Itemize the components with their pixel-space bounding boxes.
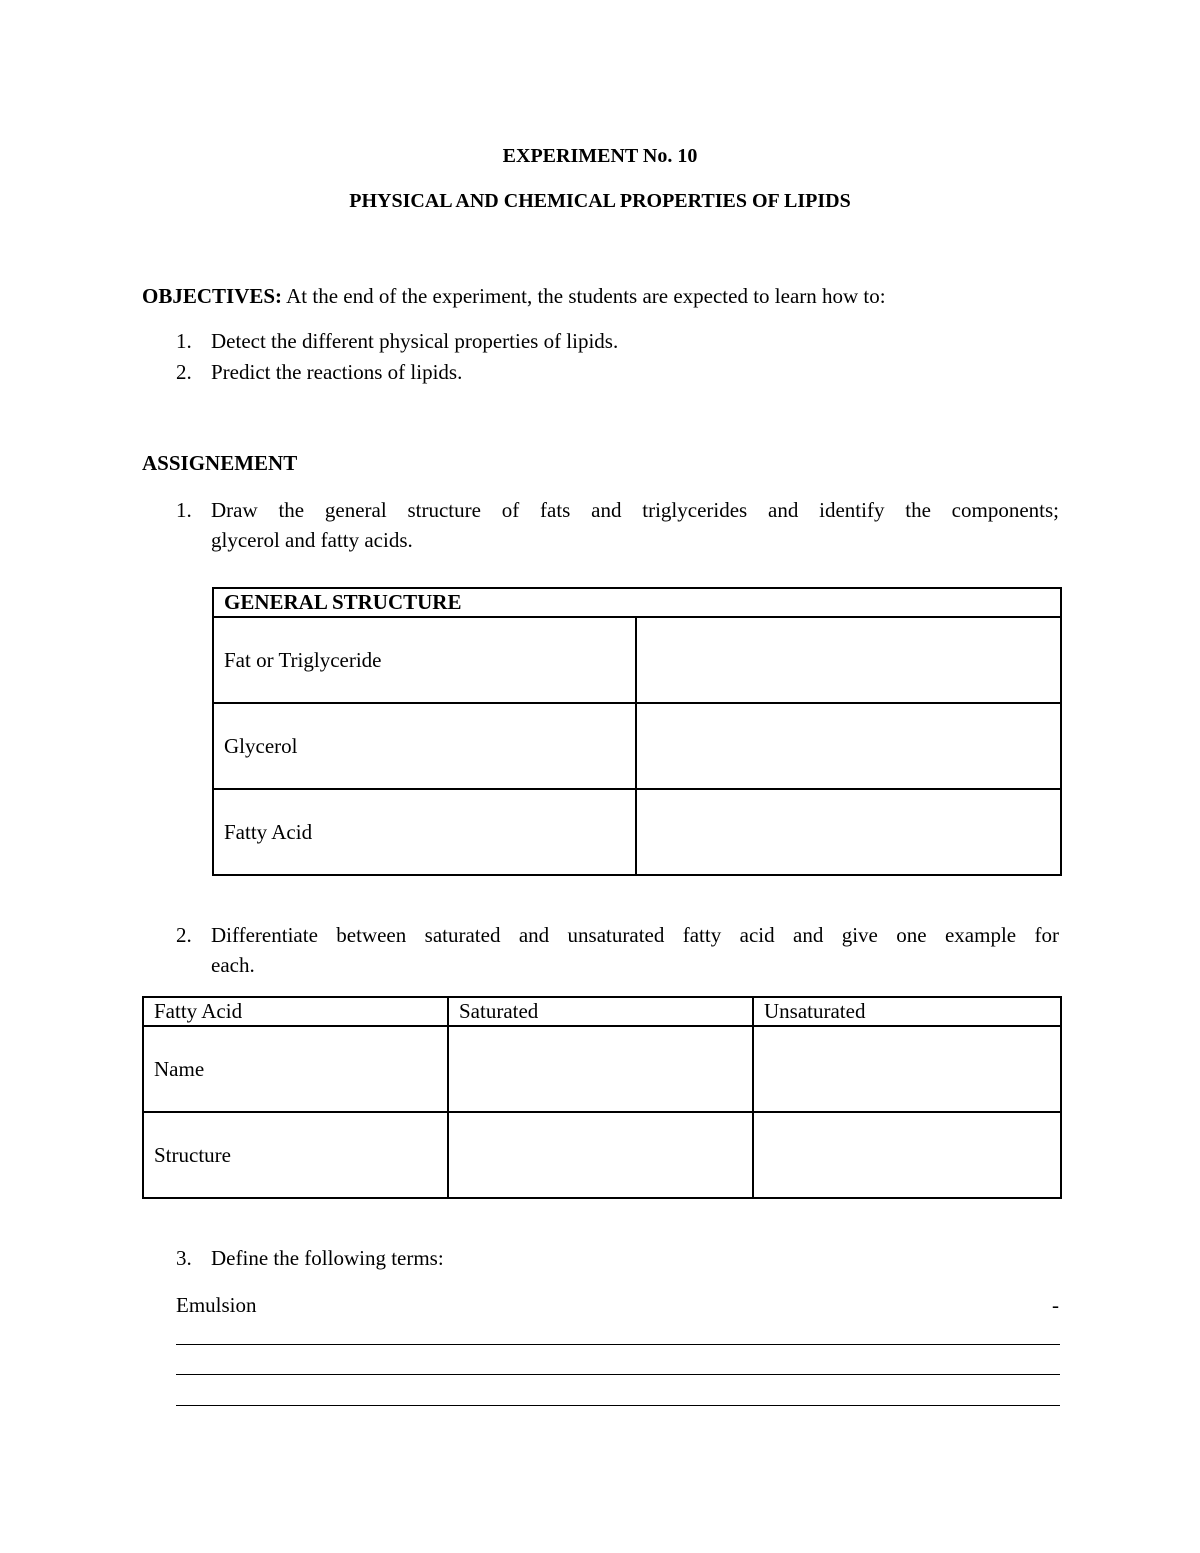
table-row-label: Name <box>143 1026 448 1112</box>
assignment-heading: ASSIGNEMENT <box>142 451 298 475</box>
experiment-subtitle: PHYSICAL AND CHEMICAL PROPERTIES OF LIPIDS <box>349 190 851 212</box>
objective-number: 2. <box>176 360 192 384</box>
question-text-cont: glycerol and fatty acids. <box>211 528 413 552</box>
question-text: Differentiate between saturated and unsaturated fatty acid and give one example for <box>211 923 1059 947</box>
table-row <box>213 588 1061 617</box>
table-row <box>213 617 1061 703</box>
table-header-cell: GENERAL STRUCTURE <box>213 588 1061 617</box>
term-dash: - <box>1052 1293 1059 1317</box>
table-row-label: Glycerol <box>213 703 636 789</box>
answer-cell[interactable] <box>636 789 1061 875</box>
answer-cell[interactable] <box>636 617 1061 703</box>
experiment-title: EXPERIMENT No. 10 <box>502 145 698 167</box>
general-structure-table <box>212 587 1062 876</box>
table-header-cell: Saturated <box>448 997 753 1026</box>
table-row-label: Fatty Acid <box>213 789 636 875</box>
objectives-intro-text: At the end of the experiment, the students are expected to learn how to: <box>282 284 886 308</box>
table-row <box>213 703 1061 789</box>
objectives-label: OBJECTIVES: <box>142 284 283 308</box>
fatty-acid-table <box>142 996 1062 1199</box>
objective-item: Detect the different physical properties of lipids. <box>211 329 619 353</box>
objective-item: Predict the reactions of lipids. <box>211 360 463 384</box>
table-header-cell: Unsaturated <box>753 997 1061 1026</box>
answer-cell[interactable] <box>448 1112 753 1198</box>
answer-cell[interactable] <box>753 1026 1061 1112</box>
table-row <box>143 997 1061 1026</box>
question-number: 3. <box>176 1246 192 1270</box>
question-text-cont: each. <box>211 953 255 977</box>
answer-cell[interactable] <box>753 1112 1061 1198</box>
answer-cell[interactable] <box>636 703 1061 789</box>
objectives-intro <box>142 284 886 309</box>
answer-line[interactable] <box>176 1344 1060 1345</box>
answer-line[interactable] <box>176 1405 1060 1406</box>
table-row <box>143 1112 1061 1198</box>
answer-cell[interactable] <box>448 1026 753 1112</box>
table-row <box>213 789 1061 875</box>
table-header-cell: Fatty Acid <box>143 997 448 1026</box>
question-text: Draw the general structure of fats and triglycerides and identify the components; <box>211 498 1059 522</box>
term-label: Emulsion <box>176 1293 257 1317</box>
objective-number: 1. <box>176 329 192 353</box>
question-text: Define the following terms: <box>211 1246 444 1270</box>
table-row-label: Structure <box>143 1112 448 1198</box>
table-row <box>143 1026 1061 1112</box>
question-number: 2. <box>176 923 192 947</box>
table-row-label: Fat or Triglyceride <box>213 617 636 703</box>
question-number: 1. <box>176 498 192 522</box>
answer-line[interactable] <box>176 1374 1060 1375</box>
